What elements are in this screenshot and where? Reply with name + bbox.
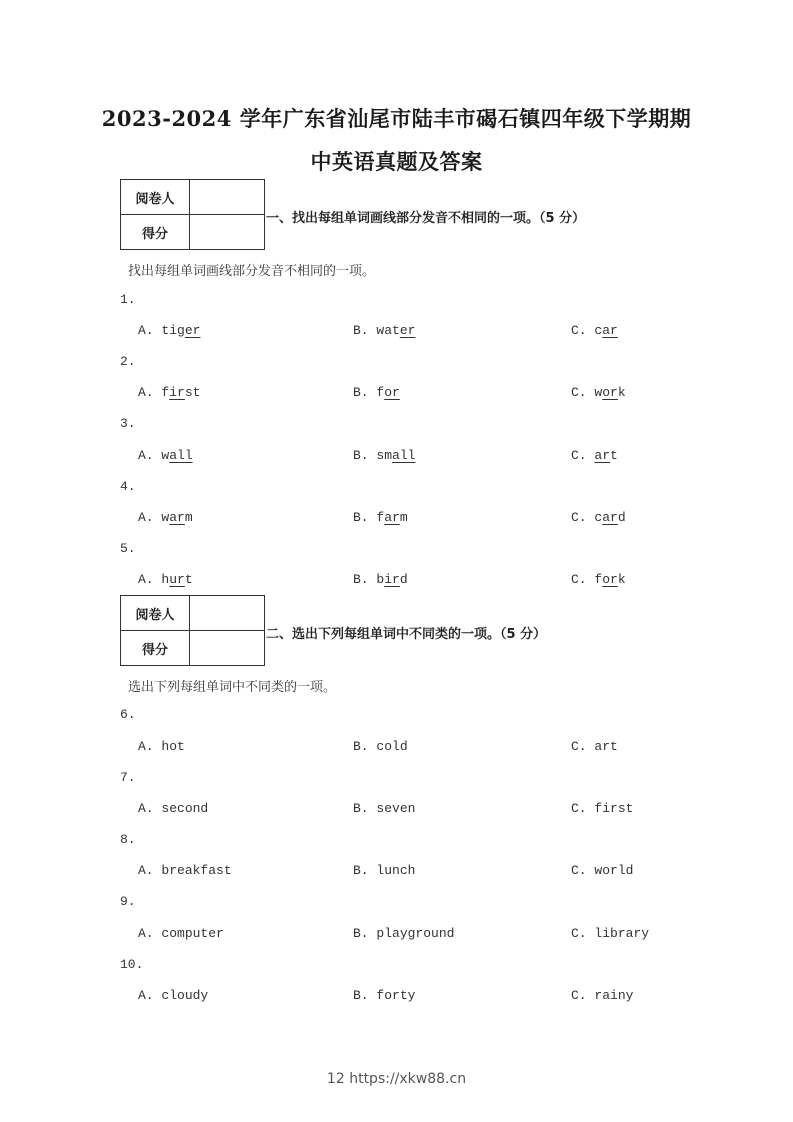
reviewer-label: 阅卷人 <box>121 180 190 215</box>
option-a: A. wall <box>138 448 193 463</box>
question-number: 3. <box>120 416 136 431</box>
option-b: B. bird <box>353 572 408 587</box>
question-number: 10. <box>120 957 144 972</box>
question-number: 9. <box>120 894 136 909</box>
option-c: C. art <box>571 739 618 754</box>
section-1-instruction: 找出每组单词画线部分发音不相同的一项。 <box>128 264 376 279</box>
option-a: A. first <box>138 385 201 400</box>
option-c: C. card <box>571 510 626 525</box>
option-a: A. breakfast <box>138 863 232 878</box>
section-1-heading: 一、找出每组单词画线部分发音不相同的一项。（5 分） <box>266 211 586 226</box>
reviewer-label: 阅卷人 <box>121 596 190 631</box>
score-label: 得分 <box>121 215 190 250</box>
option-a: A. tiger <box>138 323 201 338</box>
option-c: C. library <box>571 926 650 941</box>
question-number: 6. <box>120 707 136 722</box>
option-c: C. first <box>571 801 634 816</box>
option-a: A. cloudy <box>138 988 209 1003</box>
option-b: B. farm <box>353 510 408 525</box>
option-a: A. computer <box>138 926 224 941</box>
document-title-line-1: 2023-2024 学年广东省汕尾市陆丰市碣石镇四年级下学期期 <box>101 106 692 131</box>
option-c: C. fork <box>571 572 626 587</box>
option-a: A. second <box>138 801 209 816</box>
page-footer <box>0 1071 793 1087</box>
score-field <box>190 631 265 666</box>
option-a: A. hurt <box>138 572 193 587</box>
option-b: B. seven <box>353 801 416 816</box>
score-field <box>190 215 265 250</box>
score-label: 得分 <box>121 631 190 666</box>
option-a: A. hot <box>138 739 185 754</box>
option-c: C. art <box>571 448 618 463</box>
option-b: B. lunch <box>353 863 416 878</box>
page-number: 12 <box>326 1071 345 1087</box>
question-number: 1. <box>120 292 136 307</box>
question-number: 8. <box>120 832 136 847</box>
option-b: B. for <box>353 385 400 400</box>
question-number: 5. <box>120 541 136 556</box>
footer-url[interactable]: https://xkw88.cn <box>349 1071 467 1087</box>
option-b: B. forty <box>353 988 416 1003</box>
question-number: 4. <box>120 479 136 494</box>
option-a: A. warm <box>138 510 193 525</box>
question-number: 2. <box>120 354 136 369</box>
document-title-line-2: 中英语真题及答案 <box>310 149 483 174</box>
option-c: C. rainy <box>571 988 634 1003</box>
option-b: B. cold <box>353 739 408 754</box>
option-b: B. playground <box>353 926 455 941</box>
question-number: 7. <box>120 770 136 785</box>
reviewer-field <box>190 596 265 631</box>
option-c: C. work <box>571 385 626 400</box>
option-c: C. world <box>571 863 634 878</box>
section-2-instruction: 选出下列每组单词中不同类的一项。 <box>128 680 337 695</box>
option-b: B. small <box>353 448 416 463</box>
score-table-section-1 <box>120 179 265 250</box>
score-table-section-2 <box>120 595 265 666</box>
section-2-heading: 二、选出下列每组单词中不同类的一项。（5 分） <box>266 627 547 642</box>
reviewer-field <box>190 180 265 215</box>
option-b: B. water <box>353 323 416 338</box>
option-c: C. car <box>571 323 618 338</box>
